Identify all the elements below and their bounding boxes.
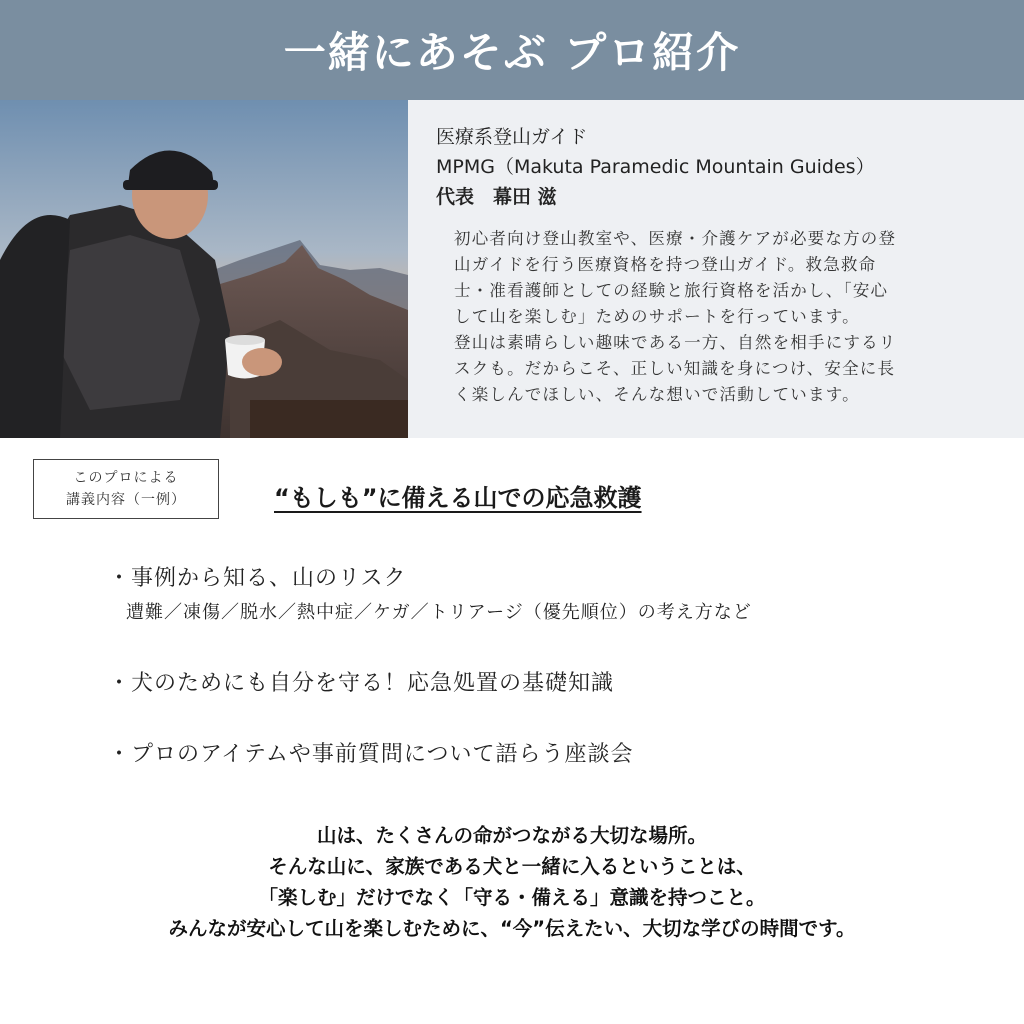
- lecture-title: “もしも”に備える山での応急救護: [274, 484, 642, 512]
- description-line: く楽しんでほしい、そんな想いで活動しています。: [454, 385, 860, 404]
- profile-role: 医療系登山ガイド: [436, 126, 588, 148]
- description-line: スクも。だからこそ、正しい知識を身につけ、安全に長: [454, 359, 896, 378]
- description-line: 士・准看護師としての経験と旅行資格を活かし、「安心: [454, 281, 889, 300]
- message-line: 「楽しむ」だけでなく「守る・備える」意識を持つこと。: [258, 886, 766, 909]
- guide-photo: [0, 100, 408, 438]
- lecture-label-line: このプロによる: [73, 470, 179, 486]
- message-line: 山は、たくさんの命がつながる大切な場所。: [316, 824, 707, 847]
- profile-panel: [408, 100, 1024, 438]
- topic-detail: 遭難／凍傷／脱水／熱中症／ケガ／トリアージ（優先順位）の考え方など: [126, 602, 752, 623]
- closing-message: [0, 820, 1024, 944]
- description-line: 山ガイドを行う医療資格を持つ登山ガイド。救急救命: [454, 255, 877, 274]
- topic-item: ・事例から知る、山のリスク: [108, 566, 407, 591]
- description-line: 初心者向け登山教室や、医療・介護ケアが必要な方の登: [454, 229, 897, 248]
- profile-description: [454, 226, 994, 408]
- page-title: 一緒にあそぶ プロ紹介: [283, 28, 741, 77]
- header-banner: [0, 0, 1024, 100]
- profile-organization: MPMG（Makuta Paramedic Mountain Guides）: [436, 156, 875, 178]
- description-line: して山を楽しむ」ためのサポートを行っています。: [454, 307, 860, 326]
- lecture-label-box: [33, 459, 219, 519]
- profile-name: 代表 幕田 滋: [436, 186, 557, 208]
- lecture-label-line: 講義内容（一例）: [66, 492, 186, 508]
- description-line: 登山は素晴らしい趣味である一方、自然を相手にするリ: [454, 333, 897, 352]
- topic-item: ・犬のためにも自分を守る！応急処置の基礎知識: [108, 671, 615, 696]
- message-line: そんな山に、家族である犬と一緒に入るということは、: [268, 855, 756, 878]
- topic-item: ・プロのアイテムや事前質問について語らう座談会: [108, 742, 634, 767]
- message-line: みんなが安心して山を楽しむために、“今”伝えたい、大切な学びの時間です。: [168, 917, 856, 940]
